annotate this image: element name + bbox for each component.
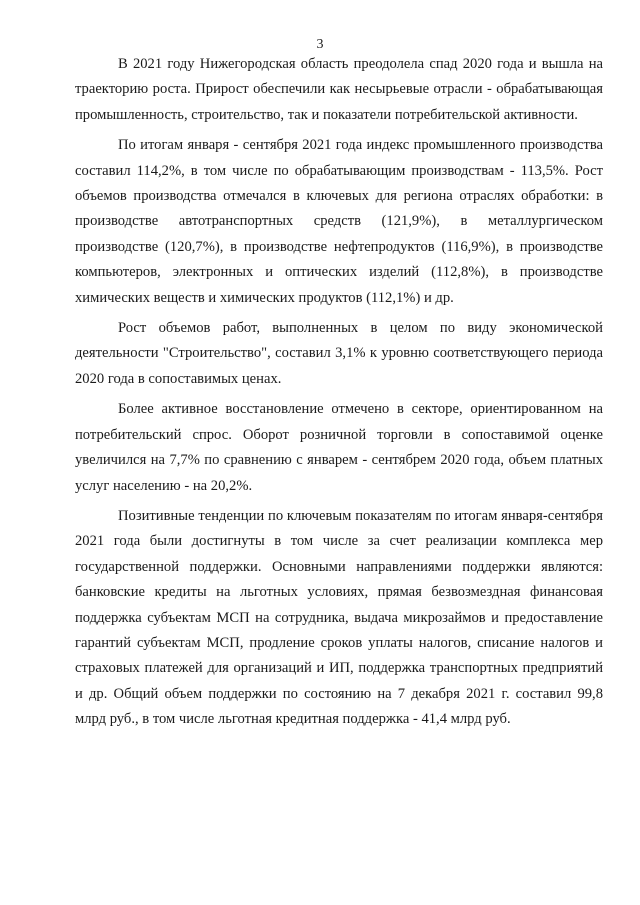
- page-number: 3: [316, 37, 324, 52]
- paragraph-construction: Рост объемов работ, выполненных в целом по виду экономической деятельности "Строительство", составил 3,1% к уровню соответствующего периода 2020 года в сопоставимых ценах.: [75, 320, 603, 387]
- paragraph-industrial-production: По итогам января - сентября 2021 года индекс промышленного производства составил 114,2%, в том числе по обрабатывающим производствам - 113,5%. Рост объемов производства отмечался в ключевых для региона отраслях обработки: в производстве автотранспортных средств (121,9%), в металлургическом производстве (120,7%), в производстве нефтепродуктов (116,9%), в производстве компьютеров, электронных и оптических изделий (112,8%), в производстве химических веществ и химических продуктов (112,1%) и др.: [75, 137, 603, 306]
- paragraph-state-support: Позитивные тенденции по ключевым показателям по итогам января-сентября 2021 года были достигнуты в том числе за счет реализации комплекса мер государственной поддержки. Основными направлениями поддержки являются: банковские кредиты на льготных условиях, прямая безвозмездная финансовая поддержка субъектам МСП на сотрудника, выдача микрозаймов и предоставление гарантий субъектам МСП, продление сроков уплаты налогов, списание налогов и страховых платежей для организаций и ИП, поддержка транспортных предприятий и др. Общий объем поддержки по состоянию на 7 декабря 2021 г. составил 99,8 млрд руб., в том числе льготная кредитная поддержка - 41,4 млрд руб.: [75, 507, 603, 728]
- paragraph-regional-growth: В 2021 году Нижегородская область преодолела спад 2020 года и вышла на траекторию роста. Прирост обеспечили как несырьевые отрасли - обрабатывающая промышленность, строительство, так и показатели потребительской активности.: [75, 56, 603, 123]
- paragraph-consumer-demand: Более активное восстановление отмечено в секторе, ориентированном на потребительский спрос. Оборот розничной торговли в сопоставимой оценке увеличился на 7,7% по сравнению с январем - сентябрем 2020 года, объем платных услуг населению - на 20,2%.: [75, 401, 603, 494]
- document-body: [75, 52, 603, 738]
